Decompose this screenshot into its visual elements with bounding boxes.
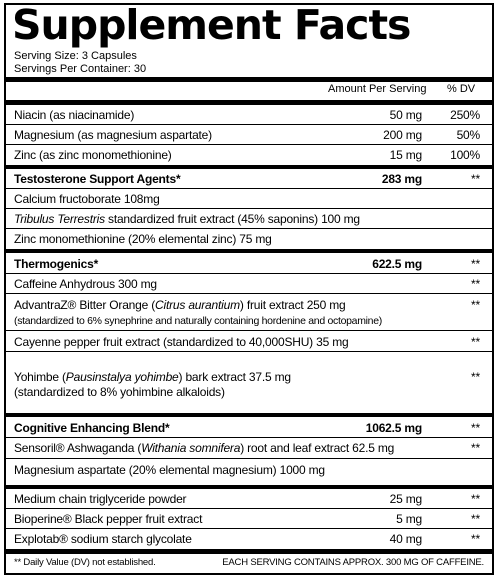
serving-size: Serving Size: 3 Capsules [14, 50, 137, 62]
ingredient-amount: 40 mg [389, 532, 422, 546]
blend-name: Cognitive Enhancing Blend* [14, 421, 170, 435]
ingredient-row [6, 459, 492, 485]
ingredient-row [6, 509, 492, 529]
ingredient-dv: ** [471, 335, 480, 349]
ingredient-dv: ** [471, 532, 480, 546]
nutrient-dv: 50% [456, 128, 480, 142]
servings-per-container: Servings Per Container: 30 [14, 63, 147, 75]
ingredient-name: Bioperine® Black pepper fruit extract [14, 512, 203, 526]
panel-title: Supplement Facts [12, 1, 411, 49]
nutrient-row [6, 145, 492, 165]
blend-dv: ** [471, 421, 480, 435]
ingredient-row [6, 489, 492, 509]
nutrient-name: Magnesium (as magnesium aspartate) [14, 128, 212, 142]
supplement-facts-panel [4, 3, 494, 575]
nutrient-row [6, 105, 492, 125]
nutrient-dv: 100% [450, 148, 480, 162]
dv-footnote: ** Daily Value (DV) not established. [14, 557, 156, 568]
ingredient-dv: ** [471, 441, 480, 455]
ingredient-standardization: (standardized to 8% yohimbine alkaloids) [14, 385, 225, 399]
blend-header-row [6, 169, 492, 189]
ingredient-row [6, 352, 492, 413]
blend-name: Testosterone Support Agents* [14, 172, 181, 186]
ingredient-row [6, 294, 492, 331]
nutrient-amount: 50 mg [389, 108, 422, 122]
header-amount: Amount Per Serving [328, 83, 427, 95]
ingredient-dv: ** [471, 492, 480, 506]
ingredient-name: Caffeine Anhydrous 300 mg [14, 277, 157, 291]
ingredient-name: Medium chain triglyceride powder [14, 492, 187, 506]
ingredient-row [6, 229, 492, 249]
ingredient-name: Calcium fructoborate 108mg [14, 192, 160, 206]
ingredient-name: Magnesium aspartate (20% elemental magnesium) 1000 mg [14, 463, 325, 477]
thick-rule-top [6, 77, 492, 82]
blend-dv: ** [471, 257, 480, 271]
ingredient-dv: ** [471, 370, 480, 384]
ingredient-row [6, 331, 492, 352]
blend-header-row [6, 417, 492, 438]
ingredient-row [6, 438, 492, 459]
nutrient-amount: 200 mg [383, 128, 422, 142]
ingredient-row [6, 529, 492, 549]
nutrient-name: Niacin (as niacinamide) [14, 108, 135, 122]
nutrient-row [6, 125, 492, 145]
header-dv: % DV [447, 83, 476, 95]
ingredient-name: Zinc monomethionine (20% elemental zinc) 75 mg [14, 232, 272, 246]
ingredient-dv: ** [471, 512, 480, 526]
blend-amount: 283 mg [381, 172, 422, 186]
nutrient-name: Zinc (as zinc monomethionine) [14, 148, 172, 162]
ingredient-name: Tribulus Terrestris standardized fruit extract (45% saponins) 100 mg [14, 212, 360, 226]
ingredient-row [6, 189, 492, 209]
blend-amount: 622.5 mg [372, 257, 422, 271]
blend-amount: 1062.5 mg [365, 421, 422, 435]
blend-name: Thermogenics* [14, 257, 99, 271]
ingredient-dv: ** [471, 298, 480, 312]
blend-dv: ** [471, 172, 480, 186]
ingredient-name: Explotab® sodium starch glycolate [14, 532, 192, 546]
ingredient-dv: ** [471, 277, 480, 291]
nutrient-amount: 15 mg [389, 148, 422, 162]
ingredient-name: Sensoril® Ashwaganda (Withania somnifera) root and leaf extract 62.5 mg [14, 441, 395, 455]
ingredient-name: Cayenne pepper fruit extract (standardized to 40,000SHU) 35 mg [14, 335, 349, 349]
ingredient-amount: 25 mg [389, 492, 422, 506]
ingredient-row [6, 209, 492, 229]
ingredient-name: AdvantraZ® Bitter Orange (Citrus aurantium) fruit extract 250 mg [14, 298, 346, 312]
blend-header-row [6, 253, 492, 274]
ingredient-standardization: (standardized to 6% synephrine and naturally containing hordenine and octopamine) [14, 315, 382, 327]
ingredient-amount: 5 mg [396, 512, 422, 526]
ingredient-row [6, 274, 492, 294]
thick-rule-bottom [6, 549, 492, 554]
ingredient-name: Yohimbe (Pausinstalya yohimbe) bark extract 37.5 mg [14, 370, 291, 384]
nutrient-dv: 250% [450, 108, 480, 122]
caffeine-note: EACH SERVING CONTAINS APPROX. 300 MG OF CAFFEINE. [222, 557, 484, 568]
